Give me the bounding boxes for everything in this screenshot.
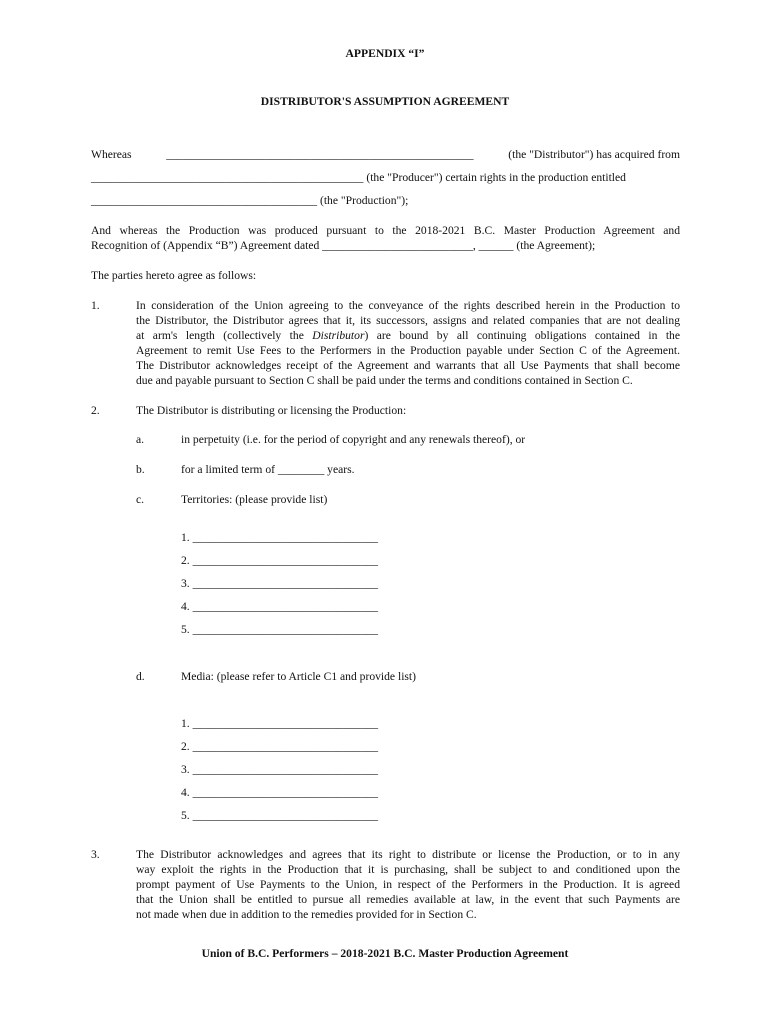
parties-statement: The parties hereto agree as follows: (91, 269, 257, 282)
clause-3-line: way exploit the rights in the Production that it is purchasing, shall be subject to and conditioned upon the (136, 863, 680, 876)
appendix-heading: APPENDIX “I” (345, 47, 425, 60)
clause-1-italic-term: Distributor (312, 329, 365, 342)
whereas-line-2: _______________________________________________ (the "Producer") certain rights in the production entitled (91, 171, 626, 184)
territory-field-3[interactable]: 3. ________________________________ (181, 577, 379, 590)
and-whereas-line-2: Recognition of (Appendix “B”) Agreement dated __________________________, ______ (the Agreement); (91, 239, 596, 252)
option-b-label: b. (136, 463, 145, 476)
clause-2-number: 2. (91, 404, 100, 417)
whereas-line-1 (91, 147, 680, 162)
clause-1-line: Agreement to remit Use Fees to the Performers in the Production payable under Section C of the Agreement. (136, 344, 680, 357)
clause-1-line: the Distributor, the Distributor agrees that it, its successors, assigns and related companies that are not dealing (136, 314, 680, 327)
clause-1-number: 1. (91, 299, 100, 312)
clause-1-fragment: at arm's length (collectively the (136, 329, 313, 342)
option-a-text: in perpetuity (i.e. for the period of copyright and any renewals thereof), or (181, 433, 526, 446)
option-a-label: a. (136, 433, 145, 446)
media-field-1[interactable]: 1. ________________________________ (181, 717, 379, 730)
media-field-5[interactable]: 5. ________________________________ (181, 809, 379, 822)
media-field-3[interactable]: 3. ________________________________ (181, 763, 379, 776)
document-title: DISTRIBUTOR'S ASSUMPTION AGREEMENT (260, 95, 510, 108)
media-field-2[interactable]: 2. ________________________________ (181, 740, 379, 753)
option-c-label: c. (136, 493, 145, 506)
clause-1-text (136, 298, 680, 388)
territory-field-4[interactable]: 4. ________________________________ (181, 600, 379, 613)
clause-3-line: that the Union shall be entitled to pursue all remedies available at law, in the event that such Payments are (136, 893, 680, 906)
clause-2-text: The Distributor is distributing or licensing the Production: (136, 404, 407, 417)
clause-1-line (136, 328, 680, 343)
page-footer: Union of B.C. Performers – 2018-2021 B.C. Master Production Agreement (201, 947, 569, 960)
clause-1-line: In consideration of the Union agreeing to the conveyance of the rights described herein in the Production to (136, 299, 680, 312)
clause-3-line: not made when due in addition to the remedies provided for in Section C. (136, 908, 477, 921)
whereas-line-3: _______________________________________ (the "Production"); (91, 194, 409, 207)
whereas-distributor-text: (the "Distributor") has acquired from (508, 148, 680, 161)
clause-1-fragment: ) are bound by all continuing obligations contained in the (364, 329, 680, 342)
whereas-label: Whereas (91, 148, 132, 161)
and-whereas-line-1: And whereas the Production was produced pursuant to the 2018-2021 B.C. Master Production Agreement and (91, 224, 680, 237)
territory-field-5[interactable]: 5. ________________________________ (181, 623, 379, 636)
clause-1-line: The Distributor acknowledges receipt of the Agreement and warrants that all Use Payments that shall become (136, 359, 680, 372)
distributor-blank[interactable]: _____________________________________________________ (166, 148, 474, 161)
territory-field-2[interactable]: 2. ________________________________ (181, 554, 379, 567)
clause-1-line: due and payable pursuant to Section C shall be paid under the terms and conditions contained in Section C. (136, 374, 633, 387)
media-field-4[interactable]: 4. ________________________________ (181, 786, 379, 799)
option-d-text: Media: (please refer to Article C1 and provide list) (181, 670, 417, 683)
clause-3-line: The Distributor acknowledges and agrees that its right to distribute or license the Production, or to in any (136, 848, 680, 861)
option-d-label: d. (136, 670, 145, 683)
clause-3-text (136, 847, 680, 922)
clause-3-line: prompt payment of Use Payments to the Union, in respect of the Performers in the Production. It is agreed (136, 878, 680, 891)
option-c-text: Territories: (please provide list) (181, 493, 328, 506)
territory-field-1[interactable]: 1. ________________________________ (181, 531, 379, 544)
clause-3-number: 3. (91, 848, 100, 861)
option-b-text: for a limited term of ________ years. (181, 463, 355, 476)
